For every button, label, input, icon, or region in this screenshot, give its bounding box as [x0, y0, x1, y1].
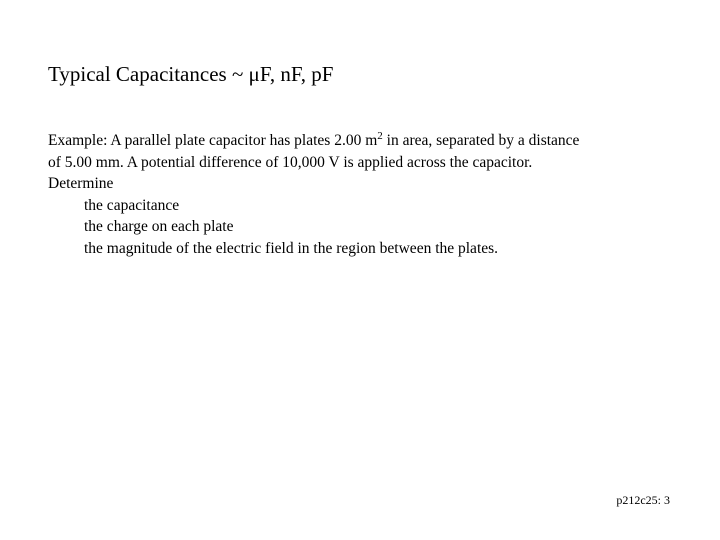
example-line-1-end: in area, separated by a distance — [382, 132, 580, 149]
task-item: the magnitude of the electric field in the region between the plates. — [84, 239, 499, 257]
task-item: the charge on each plate — [84, 218, 234, 235]
example-line-3: Determine — [48, 175, 114, 192]
example-line-2: of 5.00 mm. A potential difference of 10,000 V is applied across the capacitor. — [48, 153, 533, 171]
slide-title: Typical Capacitances ~ μF, nF, pF — [48, 62, 334, 86]
slide-footer: p212c25: 3 — [616, 493, 670, 507]
example-line-1 — [48, 130, 678, 152]
task-item: the capacitance — [84, 196, 180, 214]
example-text — [48, 130, 678, 259]
example-line-1-start: Example: A parallel plate capacitor has plates 2.00 m — [48, 132, 378, 149]
area-exponent: 2 — [377, 130, 383, 142]
